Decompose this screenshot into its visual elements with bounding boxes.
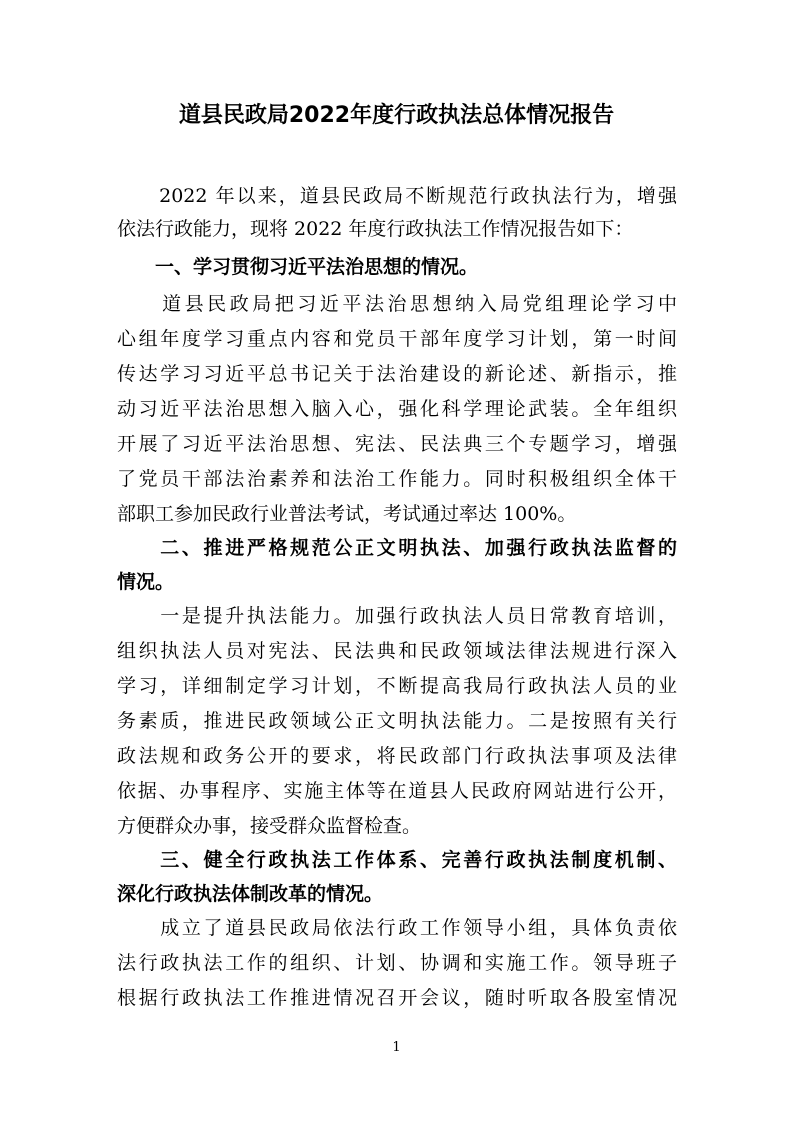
paragraph-line: 依法行政能力，现将 2022 年度行政执法工作情况报告如下： (117, 218, 634, 240)
section-heading-1: 一、学习贯彻习近平法治思想的情况。 (117, 256, 479, 278)
paragraph-line: 成立了道县民政局依法行政工作领导小组，具体负责依 (117, 917, 677, 939)
paragraph-line: 法行政执法工作的组织、计划、协调和实施工作。领导班子 (117, 952, 677, 974)
paragraph-line: 心组年度学习重点内容和党员干部年度学习计划，第一时间 (117, 328, 677, 350)
section-heading-2: 二、推进严格规范公正文明执法、加强行政执法监督的 (117, 537, 677, 559)
paragraph-line: 部职工参加民政行业普法考试，考试通过率达 100%。 (117, 503, 577, 525)
section-heading-2-cont: 情况。 (117, 571, 175, 593)
document-title: 道县民政局2022年度行政执法总体情况报告 (178, 103, 615, 128)
section-heading-3: 三、健全行政执法工作体系、完善行政执法制度机制、 (117, 849, 677, 871)
paragraph-line: 开展了习近平法治思想、宪法、民法典三个专题学习，增强 (117, 433, 677, 455)
paragraph-line: 传达学习习近平总书记关于法治建设的新论述、新指示，推 (117, 363, 677, 385)
paragraph-line: 政法规和政务公开的要求，将民政部门行政执法事项及法律 (117, 745, 677, 767)
paragraph-line: 依据、办事程序、实施主体等在道县人民政府网站进行公开， (117, 780, 677, 802)
paragraph-line: 动习近平法治思想入脑入心，强化科学理论武装。全年组织 (117, 398, 677, 420)
paragraph-line: 道县民政局把习近平法治思想纳入局党组理论学习中 (117, 293, 677, 315)
paragraph-line: 方便群众办事，接受群众监督检查。 (117, 815, 422, 837)
paragraph-line: 一是提升执法能力。加强行政执法人员日常教育培训， (117, 605, 677, 627)
paragraph-line: 学习，详细制定学习计划，不断提高我局行政执法人员的业 (117, 675, 677, 697)
section-heading-3-cont: 深化行政执法体制改革的情况。 (117, 883, 384, 905)
paragraph-line: 务素质，推进民政领域公正文明执法能力。二是按照有关行 (117, 710, 677, 732)
page-number: 1 (392, 1040, 401, 1055)
paragraph-line: 根据行政执法工作推进情况召开会议，随时听取各股室情况 (117, 987, 677, 1009)
paragraph-line: 组织执法人员对宪法、民法典和民政领域法律法规进行深入 (117, 640, 677, 662)
paragraph-line: 2022 年以来，道县民政局不断规范行政执法行为，增强 (117, 185, 677, 207)
paragraph-line: 了党员干部法治素养和法治工作能力。同时积极组织全体干 (117, 468, 677, 490)
